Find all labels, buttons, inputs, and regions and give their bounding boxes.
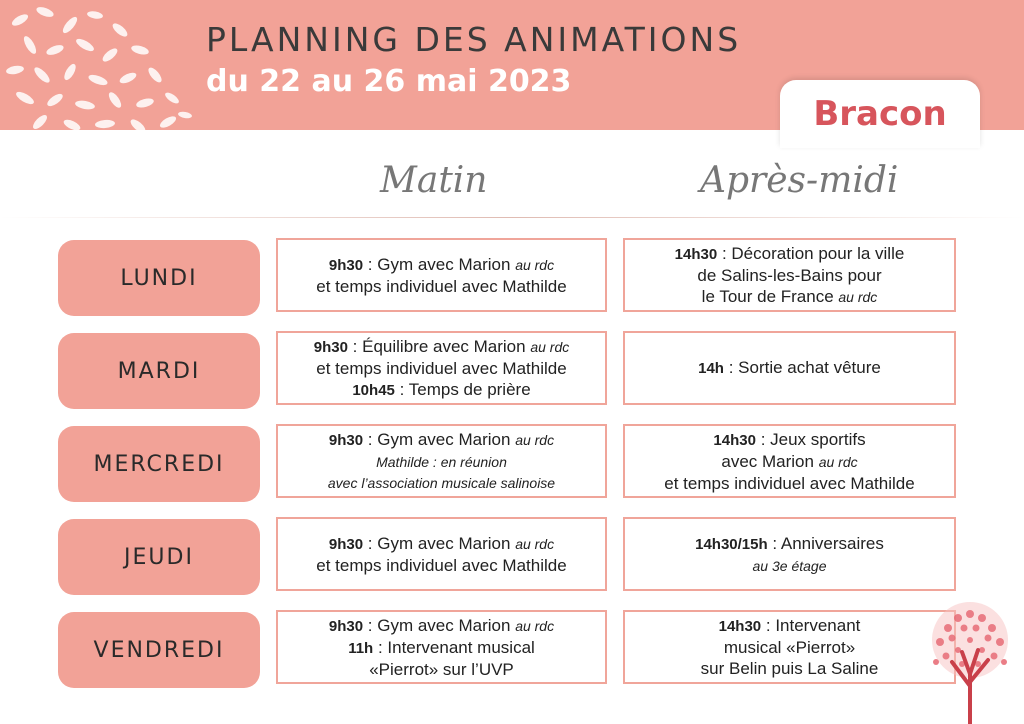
activity-line xyxy=(376,451,507,472)
activity-text: et temps individuel avec Mathilde xyxy=(316,555,567,575)
activity-time: 11h xyxy=(348,639,374,657)
activity-line xyxy=(316,358,566,379)
activity-line xyxy=(675,243,905,265)
activity-line xyxy=(719,615,861,637)
activity-line xyxy=(697,265,881,286)
activity-text: Décoration pour la ville xyxy=(731,243,905,263)
activity-line xyxy=(329,429,554,451)
tree-icon xyxy=(918,600,1022,724)
time-separator: : xyxy=(755,429,771,449)
time-separator: : xyxy=(363,533,378,553)
activity-text: le Tour de France xyxy=(701,286,839,306)
afternoon-cell xyxy=(623,331,956,405)
activity-line xyxy=(702,286,878,308)
time-separator: : xyxy=(363,430,378,449)
activity-text: Intervenant xyxy=(775,616,861,635)
activity-line xyxy=(664,473,914,494)
activity-line xyxy=(348,637,535,659)
column-header-morning: Matin xyxy=(380,160,488,201)
location-name: Bracon xyxy=(813,94,947,134)
morning-cell xyxy=(276,331,607,405)
day-label-friday: VENDREDI xyxy=(58,612,260,688)
activity-text: de Salins-les-Bains pour xyxy=(697,265,882,285)
activity-time: 14h30 xyxy=(713,431,756,449)
time-separator: : xyxy=(723,358,739,377)
afternoon-cell xyxy=(623,517,956,591)
afternoon-cell xyxy=(623,610,956,684)
activity-line xyxy=(369,659,514,680)
activity-note: Mathilde : en réunion xyxy=(376,454,507,470)
time-separator: : xyxy=(363,254,378,274)
activity-text: Équilibre avec Marion xyxy=(362,336,531,356)
activity-line xyxy=(724,637,855,658)
time-separator: : xyxy=(347,336,363,356)
time-separator: : xyxy=(373,637,388,657)
time-separator: : xyxy=(363,615,378,635)
day-label-wednesday: MERCREDI xyxy=(58,426,260,502)
activity-line xyxy=(329,533,554,555)
activity-location: au rdc xyxy=(515,535,555,552)
activity-time: 14h30/15h xyxy=(695,535,768,553)
activity-time: 9h30 xyxy=(328,535,364,553)
activity-line xyxy=(698,357,881,379)
activity-line xyxy=(721,451,857,473)
morning-cell xyxy=(276,238,607,312)
activity-line xyxy=(316,276,566,297)
activity-text: et temps individuel avec Mathilde xyxy=(316,276,567,296)
activity-text: Sortie achat vêture xyxy=(738,358,881,377)
activity-line xyxy=(329,254,554,276)
activity-text: Gym avec Marion xyxy=(377,430,516,449)
leaf-cluster-icon xyxy=(0,0,200,135)
activity-location: au rdc xyxy=(515,432,555,448)
activity-location: au rdc xyxy=(818,453,858,470)
morning-cell xyxy=(276,610,607,684)
afternoon-cell xyxy=(623,424,956,498)
activity-line xyxy=(314,336,570,358)
activity-line xyxy=(329,615,554,637)
time-separator: : xyxy=(394,379,409,399)
activity-time: 14h30 xyxy=(674,245,718,263)
activity-text: et temps individuel avec Mathilde xyxy=(664,473,915,493)
activity-text: avec Marion xyxy=(721,451,819,471)
activity-time: 14h30 xyxy=(718,618,762,635)
activity-line xyxy=(316,555,566,576)
activity-text: Anniversaires xyxy=(780,533,884,553)
activity-note: au 3e étage xyxy=(752,557,827,574)
activity-time: 9h30 xyxy=(313,338,348,356)
time-separator: : xyxy=(717,243,732,263)
activity-time: 9h30 xyxy=(328,617,364,635)
activity-text: Gym avec Marion xyxy=(377,615,516,635)
activity-time: 14h xyxy=(698,360,724,377)
activity-time: 9h30 xyxy=(328,432,364,449)
activity-line xyxy=(328,472,555,493)
time-separator: : xyxy=(761,616,776,635)
morning-cell xyxy=(276,424,607,498)
activity-line xyxy=(713,429,865,451)
header-divider xyxy=(0,217,1024,218)
activity-text: «Pierrot» sur l’UVP xyxy=(369,659,514,679)
date-range: du 22 au 26 mai 2023 xyxy=(206,64,572,99)
activity-text: Gym avec Marion xyxy=(377,254,516,274)
column-header-afternoon: Après-midi xyxy=(700,160,899,201)
activity-text: musical «Pierrot» xyxy=(723,638,856,657)
activity-location: au rdc xyxy=(530,338,570,355)
activity-line xyxy=(753,555,827,576)
activity-line xyxy=(701,658,879,679)
activity-note: avec l’association musicale salinoise xyxy=(327,475,556,491)
page-title: PLANNING DES ANIMATIONS xyxy=(206,20,742,59)
activity-location: au rdc xyxy=(515,256,555,273)
activity-text: Temps de prière xyxy=(408,379,531,399)
activity-location: au rdc xyxy=(838,288,878,305)
activity-line xyxy=(352,379,530,401)
activity-text: Intervenant musical xyxy=(387,637,535,657)
activity-line xyxy=(695,533,884,555)
day-label-thursday: JEUDI xyxy=(58,519,260,595)
activity-location: au rdc xyxy=(515,617,555,634)
morning-cell xyxy=(276,517,607,591)
activity-text: Gym avec Marion xyxy=(377,533,516,553)
location-tag xyxy=(780,80,980,148)
day-label-monday: LUNDI xyxy=(58,240,260,316)
time-separator: : xyxy=(767,533,781,553)
activity-text: sur Belin puis La Saline xyxy=(700,659,879,678)
activity-text: et temps individuel avec Mathilde xyxy=(316,358,567,378)
activity-time: 10h45 xyxy=(352,381,395,399)
activity-text: Jeux sportifs xyxy=(770,429,866,449)
activity-time: 9h30 xyxy=(328,256,364,274)
day-label-tuesday: MARDI xyxy=(58,333,260,409)
afternoon-cell xyxy=(623,238,956,312)
